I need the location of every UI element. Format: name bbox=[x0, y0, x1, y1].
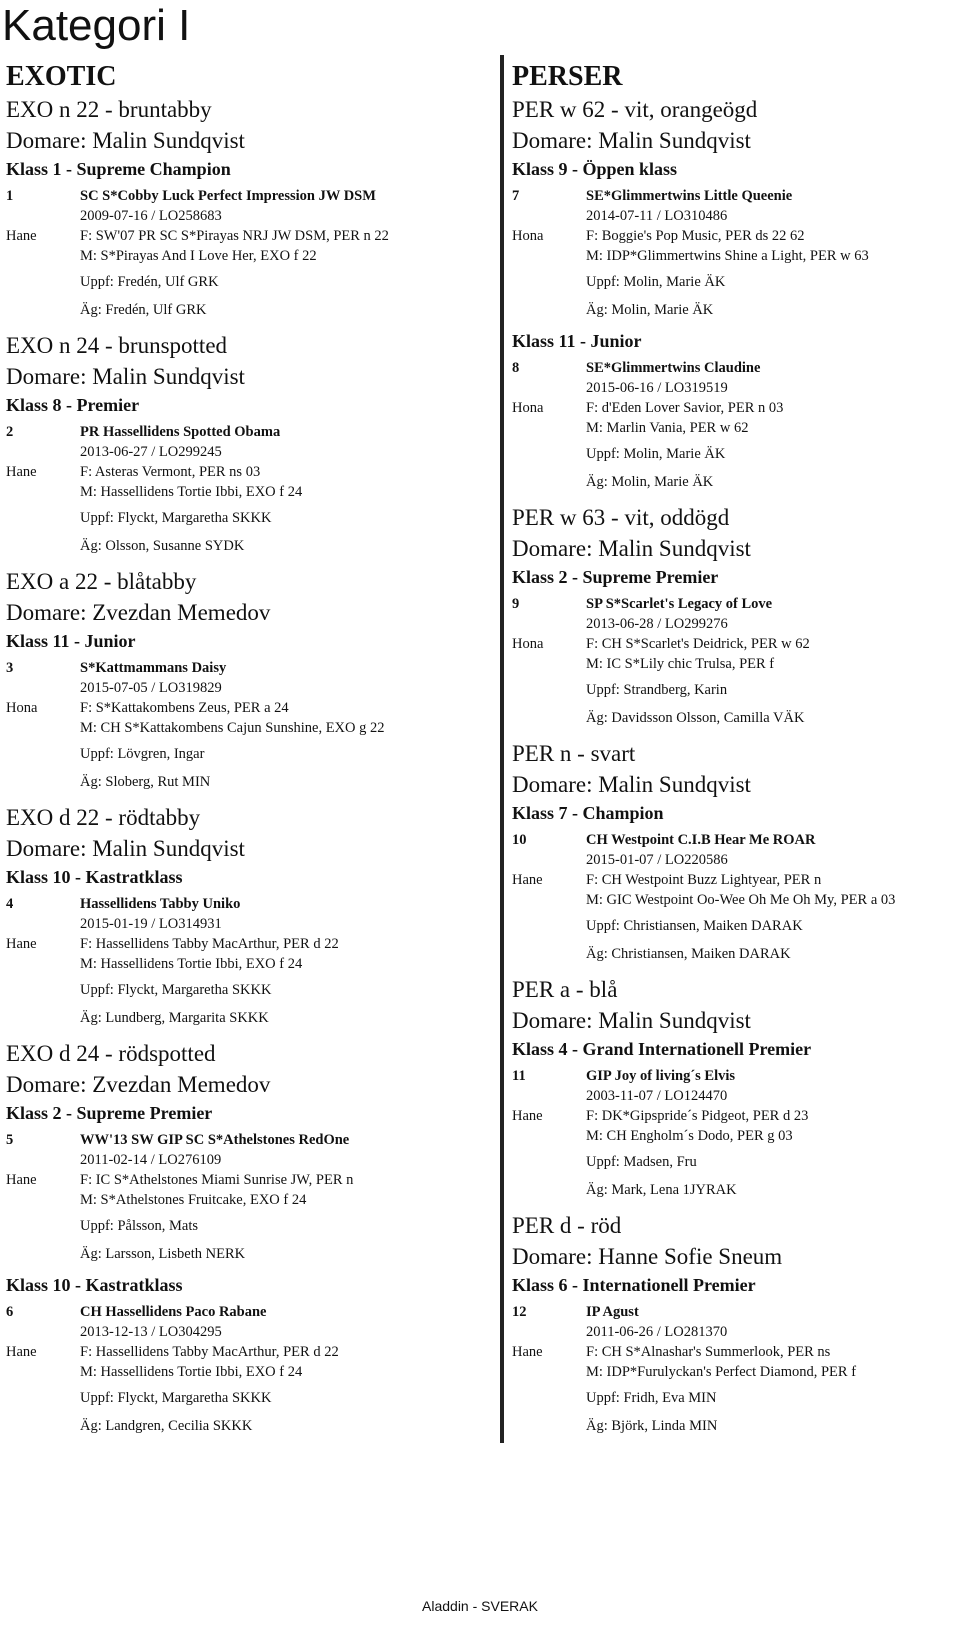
entry-row bbox=[6, 1362, 490, 1382]
breeder-info: Uppf: Molin, Marie ÄK bbox=[586, 274, 726, 290]
label-spacer bbox=[6, 978, 80, 1002]
breeder-info: Uppf: Pålsson, Mats bbox=[80, 1218, 199, 1234]
label-spacer bbox=[6, 718, 80, 738]
entry-row bbox=[512, 226, 960, 246]
label-spacer bbox=[512, 850, 586, 870]
entry-row bbox=[6, 270, 490, 294]
sex-label: Hane bbox=[6, 936, 37, 952]
father-info: F: SW'07 PR SC S*Pirayas NRJ JW DSM, PER n 22 bbox=[80, 228, 389, 244]
label-spacer bbox=[512, 378, 586, 398]
father-info: F: Hassellidens Tabby MacArthur, PER d 22 bbox=[80, 1344, 339, 1360]
mother-info: M: IDP*Glimmertwins Shine a Light, PER w 63 bbox=[586, 248, 869, 264]
cat-name: PR Hassellidens Spotted Obama bbox=[80, 424, 281, 440]
judge-name: Domare: Malin Sundqvist bbox=[512, 1008, 751, 1033]
entry-row bbox=[512, 1126, 960, 1146]
judge-name: Domare: Hanne Sofie Sneum bbox=[512, 1244, 783, 1269]
birth-date-reg: 2015-01-07 / LO220586 bbox=[586, 852, 728, 868]
label-spacer bbox=[512, 470, 586, 494]
entry-row bbox=[512, 246, 960, 266]
entry-row bbox=[512, 942, 960, 966]
entry-number: 7 bbox=[512, 188, 520, 204]
cat-entry bbox=[512, 1302, 960, 1438]
label-spacer bbox=[6, 1386, 80, 1410]
entry-number: 5 bbox=[6, 1132, 14, 1148]
owner-info: Äg: Olsson, Susanne SYDK bbox=[80, 538, 245, 554]
breed-header: PER n - svart bbox=[512, 741, 636, 766]
entry-row bbox=[6, 186, 490, 206]
cat-entry bbox=[512, 1066, 960, 1202]
entry-number: 8 bbox=[512, 360, 520, 376]
owner-info: Äg: Larsson, Lisbeth NERK bbox=[80, 1246, 246, 1262]
entry-row bbox=[512, 206, 960, 226]
breeder-info: Uppf: Christiansen, Maiken DARAK bbox=[586, 918, 803, 934]
entry-row bbox=[512, 470, 960, 494]
entry-row bbox=[6, 1322, 490, 1342]
entry-row bbox=[512, 614, 960, 634]
mother-info: M: IDP*Furulyckan's Perfect Diamond, PER f bbox=[586, 1364, 857, 1380]
entry-row bbox=[6, 770, 490, 794]
class-title: Klass 7 - Champion bbox=[512, 803, 664, 823]
label-spacer bbox=[512, 1086, 586, 1106]
mother-info: M: S*Pirayas And I Love Her, EXO f 22 bbox=[80, 248, 317, 264]
entry-number: 11 bbox=[512, 1068, 526, 1084]
entry-row bbox=[6, 462, 490, 482]
label-spacer bbox=[6, 1242, 80, 1266]
class-title: Klass 10 - Kastratklass bbox=[6, 1275, 183, 1295]
owner-info: Äg: Christiansen, Maiken DARAK bbox=[586, 946, 791, 962]
cat-entry bbox=[512, 186, 960, 322]
label-spacer bbox=[6, 1190, 80, 1210]
entry-row bbox=[6, 534, 490, 558]
entry-row bbox=[512, 594, 960, 614]
entry-row bbox=[6, 1302, 490, 1322]
label-spacer bbox=[6, 1214, 80, 1238]
entry-row bbox=[512, 1362, 960, 1382]
entry-row bbox=[512, 634, 960, 654]
entry-row bbox=[6, 1150, 490, 1170]
cat-name: CH Westpoint C.I.B Hear Me ROAR bbox=[586, 832, 816, 848]
class-title: Klass 11 - Junior bbox=[512, 331, 642, 351]
entry-row bbox=[6, 1242, 490, 1266]
entry-row bbox=[512, 418, 960, 438]
cat-name: CH Hassellidens Paco Rabane bbox=[80, 1304, 267, 1320]
entry-row bbox=[512, 398, 960, 418]
cat-entry bbox=[6, 186, 490, 322]
entry-row bbox=[6, 1342, 490, 1362]
page-title: Kategori I bbox=[2, 1, 191, 50]
entry-row bbox=[6, 506, 490, 530]
label-spacer bbox=[512, 1178, 586, 1202]
label-spacer bbox=[6, 506, 80, 530]
cat-name: SC S*Cobby Luck Perfect Impression JW DSM bbox=[80, 188, 376, 204]
father-info: F: Boggie's Pop Music, PER ds 22 62 bbox=[586, 228, 805, 244]
mother-info: M: CH Engholm´s Dodo, PER g 03 bbox=[586, 1128, 793, 1144]
label-spacer bbox=[512, 942, 586, 966]
cat-name: SE*Glimmertwins Claudine bbox=[586, 360, 761, 376]
entry-row bbox=[6, 1386, 490, 1410]
owner-info: Äg: Fredén, Ulf GRK bbox=[80, 302, 207, 318]
left-column bbox=[6, 60, 490, 1444]
entry-row bbox=[512, 678, 960, 702]
entry-row bbox=[512, 1086, 960, 1106]
entry-row bbox=[6, 1170, 490, 1190]
birth-date-reg: 2015-06-16 / LO319519 bbox=[586, 380, 728, 396]
entry-row bbox=[512, 870, 960, 890]
sex-label: Hane bbox=[512, 1344, 543, 1360]
label-spacer bbox=[6, 742, 80, 766]
column-divider bbox=[500, 55, 504, 1443]
judge-name: Domare: Malin Sundqvist bbox=[6, 836, 245, 861]
label-spacer bbox=[6, 206, 80, 226]
cat-name: SP S*Scarlet's Legacy of Love bbox=[586, 596, 773, 612]
label-spacer bbox=[6, 1414, 80, 1438]
entry-row bbox=[6, 914, 490, 934]
class-title: Klass 4 - Grand Internationell Premier bbox=[512, 1039, 812, 1059]
class-title: Klass 2 - Supreme Premier bbox=[512, 567, 719, 587]
owner-info: Äg: Molin, Marie ÄK bbox=[586, 302, 714, 318]
entry-row bbox=[6, 482, 490, 502]
entry-row bbox=[512, 914, 960, 938]
entry-row bbox=[512, 358, 960, 378]
sex-label: Hona bbox=[512, 400, 544, 416]
father-info: F: CH Westpoint Buzz Lightyear, PER n bbox=[586, 872, 822, 888]
entry-row bbox=[6, 298, 490, 322]
label-spacer bbox=[512, 1126, 586, 1146]
entry-row bbox=[512, 1322, 960, 1342]
judge-name: Domare: Malin Sundqvist bbox=[512, 128, 751, 153]
mother-info: M: Marlin Vania, PER w 62 bbox=[586, 420, 749, 436]
entry-row bbox=[512, 1414, 960, 1438]
entry-row bbox=[6, 1414, 490, 1438]
class-title: Klass 11 - Junior bbox=[6, 631, 136, 651]
cat-name: SE*Glimmertwins Little Queenie bbox=[586, 188, 793, 204]
owner-info: Äg: Molin, Marie ÄK bbox=[586, 474, 714, 490]
label-spacer bbox=[512, 1414, 586, 1438]
breeder-info: Uppf: Molin, Marie ÄK bbox=[586, 446, 726, 462]
label-spacer bbox=[512, 1386, 586, 1410]
cat-name: WW'13 SW GIP SC S*Athelstones RedOne bbox=[80, 1132, 350, 1148]
entry-row bbox=[512, 270, 960, 294]
entry-row bbox=[512, 442, 960, 466]
class-title: Klass 8 - Premier bbox=[6, 395, 140, 415]
entry-row bbox=[6, 1190, 490, 1210]
entry-row bbox=[512, 850, 960, 870]
father-info: F: Hassellidens Tabby MacArthur, PER d 22 bbox=[80, 936, 339, 952]
breeder-info: Uppf: Madsen, Fru bbox=[586, 1154, 697, 1170]
birth-date-reg: 2009-07-16 / LO258683 bbox=[80, 208, 222, 224]
breed-header: PER w 62 - vit, orangeögd bbox=[512, 97, 758, 122]
label-spacer bbox=[6, 442, 80, 462]
entry-row bbox=[6, 718, 490, 738]
label-spacer bbox=[512, 270, 586, 294]
entry-row bbox=[512, 890, 960, 910]
label-spacer bbox=[512, 1150, 586, 1174]
entry-row bbox=[512, 1342, 960, 1362]
class-title: Klass 6 - Internationell Premier bbox=[512, 1275, 756, 1295]
cat-entry bbox=[6, 658, 490, 794]
birth-date-reg: 2014-07-11 / LO310486 bbox=[586, 208, 728, 224]
sex-label: Hona bbox=[6, 700, 38, 716]
entry-row bbox=[6, 954, 490, 974]
breeder-info: Uppf: Strandberg, Karin bbox=[586, 682, 728, 698]
label-spacer bbox=[6, 914, 80, 934]
mother-info: M: IC S*Lily chic Trulsa, PER f bbox=[586, 656, 775, 672]
label-spacer bbox=[6, 1150, 80, 1170]
judge-name: Domare: Malin Sundqvist bbox=[512, 536, 751, 561]
birth-date-reg: 2013-12-13 / LO304295 bbox=[80, 1324, 222, 1340]
page-footer: Aladdin - SVERAK bbox=[422, 1598, 538, 1614]
label-spacer bbox=[512, 614, 586, 634]
cat-name: GIP Joy of living´s Elvis bbox=[586, 1068, 736, 1084]
entry-row bbox=[6, 934, 490, 954]
entry-row bbox=[6, 678, 490, 698]
owner-info: Äg: Lundberg, Margarita SKKK bbox=[80, 1010, 269, 1026]
entry-row bbox=[6, 1130, 490, 1150]
entry-number: 9 bbox=[512, 596, 520, 612]
breed-header: EXO a 22 - blåtabby bbox=[6, 569, 197, 594]
father-info: F: CH S*Scarlet's Deidrick, PER w 62 bbox=[586, 636, 810, 652]
breeder-info: Uppf: Flyckt, Margaretha SKKK bbox=[80, 510, 272, 526]
father-info: F: IC S*Athelstones Miami Sunrise JW, PER n bbox=[80, 1172, 354, 1188]
cat-name: S*Kattmammans Daisy bbox=[80, 660, 227, 676]
entry-number: 3 bbox=[6, 660, 14, 676]
entry-row bbox=[512, 298, 960, 322]
breeder-info: Uppf: Flyckt, Margaretha SKKK bbox=[80, 1390, 272, 1406]
entry-row bbox=[512, 378, 960, 398]
owner-info: Äg: Mark, Lena 1JYRAK bbox=[586, 1182, 737, 1198]
label-spacer bbox=[512, 1322, 586, 1342]
cat-entry bbox=[512, 830, 960, 966]
cat-entry bbox=[6, 422, 490, 558]
entry-row bbox=[512, 1386, 960, 1410]
mother-info: M: GIC Westpoint Oo-Wee Oh Me Oh My, PER a 03 bbox=[586, 892, 896, 908]
father-info: F: CH S*Alnashar's Summerlook, PER ns bbox=[586, 1344, 831, 1360]
entry-row bbox=[6, 658, 490, 678]
father-info: F: Asteras Vermont, PER ns 03 bbox=[80, 464, 261, 480]
birth-date-reg: 2011-02-14 / LO276109 bbox=[80, 1152, 222, 1168]
entry-row bbox=[512, 1302, 960, 1322]
label-spacer bbox=[6, 270, 80, 294]
entry-number: 10 bbox=[512, 832, 527, 848]
cat-entry bbox=[6, 1130, 490, 1266]
entry-row bbox=[6, 698, 490, 718]
label-spacer bbox=[512, 246, 586, 266]
entry-row bbox=[512, 830, 960, 850]
breeder-info: Uppf: Fridh, Eva MIN bbox=[586, 1390, 717, 1406]
birth-date-reg: 2013-06-28 / LO299276 bbox=[586, 616, 728, 632]
entry-row bbox=[512, 1066, 960, 1086]
judge-name: Domare: Zvezdan Memedov bbox=[6, 600, 271, 625]
label-spacer bbox=[6, 1362, 80, 1382]
father-info: F: DK*Gipspride´s Pidgeot, PER d 23 bbox=[586, 1108, 809, 1124]
sex-label: Hona bbox=[512, 228, 544, 244]
birth-date-reg: 2015-01-19 / LO314931 bbox=[80, 916, 222, 932]
label-spacer bbox=[6, 1006, 80, 1030]
breed-header: PER w 63 - vit, oddögd bbox=[512, 505, 730, 530]
entry-row bbox=[512, 654, 960, 674]
breed-header: PER a - blå bbox=[512, 977, 618, 1002]
label-spacer bbox=[512, 654, 586, 674]
label-spacer bbox=[512, 298, 586, 322]
entry-row bbox=[512, 186, 960, 206]
label-spacer bbox=[6, 954, 80, 974]
label-spacer bbox=[512, 914, 586, 938]
breeder-info: Uppf: Flyckt, Margaretha SKKK bbox=[80, 982, 272, 998]
entry-row bbox=[512, 706, 960, 730]
cat-entry bbox=[512, 358, 960, 494]
mother-info: M: CH S*Kattakombens Cajun Sunshine, EXO g 22 bbox=[80, 720, 385, 736]
right-column bbox=[512, 60, 960, 1444]
mother-info: M: Hassellidens Tortie Ibbi, EXO f 24 bbox=[80, 956, 303, 972]
label-spacer bbox=[512, 706, 586, 730]
entry-row bbox=[6, 978, 490, 1002]
label-spacer bbox=[512, 890, 586, 910]
breed-header: EXO d 24 - rödspotted bbox=[6, 1041, 216, 1066]
class-title: Klass 9 - Öppen klass bbox=[512, 159, 678, 179]
label-spacer bbox=[6, 298, 80, 322]
breed-header: EXO d 22 - rödtabby bbox=[6, 805, 201, 830]
entry-row bbox=[6, 1006, 490, 1030]
judge-name: Domare: Zvezdan Memedov bbox=[6, 1072, 271, 1097]
birth-date-reg: 2013-06-27 / LO299245 bbox=[80, 444, 222, 460]
entry-row bbox=[6, 742, 490, 766]
mother-info: M: Hassellidens Tortie Ibbi, EXO f 24 bbox=[80, 484, 303, 500]
cat-name: IP Agust bbox=[586, 1304, 639, 1320]
birth-date-reg: 2015-07-05 / LO319829 bbox=[80, 680, 222, 696]
label-spacer bbox=[512, 442, 586, 466]
entry-number: 1 bbox=[6, 188, 14, 204]
entry-row bbox=[6, 1214, 490, 1238]
entry-number: 12 bbox=[512, 1304, 527, 1320]
label-spacer bbox=[512, 1362, 586, 1382]
cat-name: Hassellidens Tabby Uniko bbox=[80, 896, 241, 912]
label-spacer bbox=[6, 246, 80, 266]
entry-row bbox=[512, 1150, 960, 1174]
entry-row bbox=[6, 206, 490, 226]
sex-label: Hane bbox=[6, 1172, 37, 1188]
label-spacer bbox=[6, 534, 80, 558]
class-title: Klass 10 - Kastratklass bbox=[6, 867, 183, 887]
entry-row bbox=[6, 894, 490, 914]
entry-row bbox=[512, 1106, 960, 1126]
judge-name: Domare: Malin Sundqvist bbox=[6, 364, 245, 389]
sex-label: Hane bbox=[512, 1108, 543, 1124]
owner-info: Äg: Davidsson Olsson, Camilla VÄK bbox=[586, 710, 805, 726]
owner-info: Äg: Sloberg, Rut MIN bbox=[80, 774, 211, 790]
cat-entry bbox=[6, 1302, 490, 1438]
breeder-info: Uppf: Fredén, Ulf GRK bbox=[80, 274, 219, 290]
cat-entry bbox=[512, 594, 960, 730]
label-spacer bbox=[6, 678, 80, 698]
father-info: F: S*Kattakombens Zeus, PER a 24 bbox=[80, 700, 289, 716]
birth-date-reg: 2003-11-07 / LO124470 bbox=[586, 1088, 728, 1104]
mother-info: M: Hassellidens Tortie Ibbi, EXO f 24 bbox=[80, 1364, 303, 1380]
breeder-info: Uppf: Lövgren, Ingar bbox=[80, 746, 205, 762]
owner-info: Äg: Björk, Linda MIN bbox=[586, 1418, 718, 1434]
sex-label: Hane bbox=[6, 464, 37, 480]
label-spacer bbox=[6, 482, 80, 502]
entry-row bbox=[6, 246, 490, 266]
owner-info: Äg: Landgren, Cecilia SKKK bbox=[80, 1418, 253, 1434]
entry-number: 6 bbox=[6, 1304, 14, 1320]
entry-number: 4 bbox=[6, 896, 14, 912]
father-info: F: d'Eden Lover Savior, PER n 03 bbox=[586, 400, 784, 416]
judge-name: Domare: Malin Sundqvist bbox=[512, 772, 751, 797]
sex-label: Hane bbox=[6, 228, 37, 244]
breed-header: PER d - röd bbox=[512, 1213, 622, 1238]
entry-row bbox=[512, 1178, 960, 1202]
group-title: EXOTIC bbox=[6, 61, 117, 92]
entry-row bbox=[6, 442, 490, 462]
judge-name: Domare: Malin Sundqvist bbox=[6, 128, 245, 153]
entry-number: 2 bbox=[6, 424, 14, 440]
label-spacer bbox=[6, 770, 80, 794]
group-title: PERSER bbox=[512, 61, 623, 92]
cat-entry bbox=[6, 894, 490, 1030]
label-spacer bbox=[512, 418, 586, 438]
label-spacer bbox=[6, 1322, 80, 1342]
entry-row bbox=[6, 226, 490, 246]
breed-header: EXO n 22 - bruntabby bbox=[6, 97, 212, 122]
label-spacer bbox=[512, 678, 586, 702]
label-spacer bbox=[512, 206, 586, 226]
sex-label: Hona bbox=[512, 636, 544, 652]
sex-label: Hane bbox=[6, 1344, 37, 1360]
entry-row bbox=[6, 422, 490, 442]
class-title: Klass 1 - Supreme Champion bbox=[6, 159, 231, 179]
birth-date-reg: 2011-06-26 / LO281370 bbox=[586, 1324, 728, 1340]
mother-info: M: S*Athelstones Fruitcake, EXO f 24 bbox=[80, 1192, 307, 1208]
sex-label: Hane bbox=[512, 872, 543, 888]
breed-header: EXO n 24 - brunspotted bbox=[6, 333, 228, 358]
class-title: Klass 2 - Supreme Premier bbox=[6, 1103, 213, 1123]
